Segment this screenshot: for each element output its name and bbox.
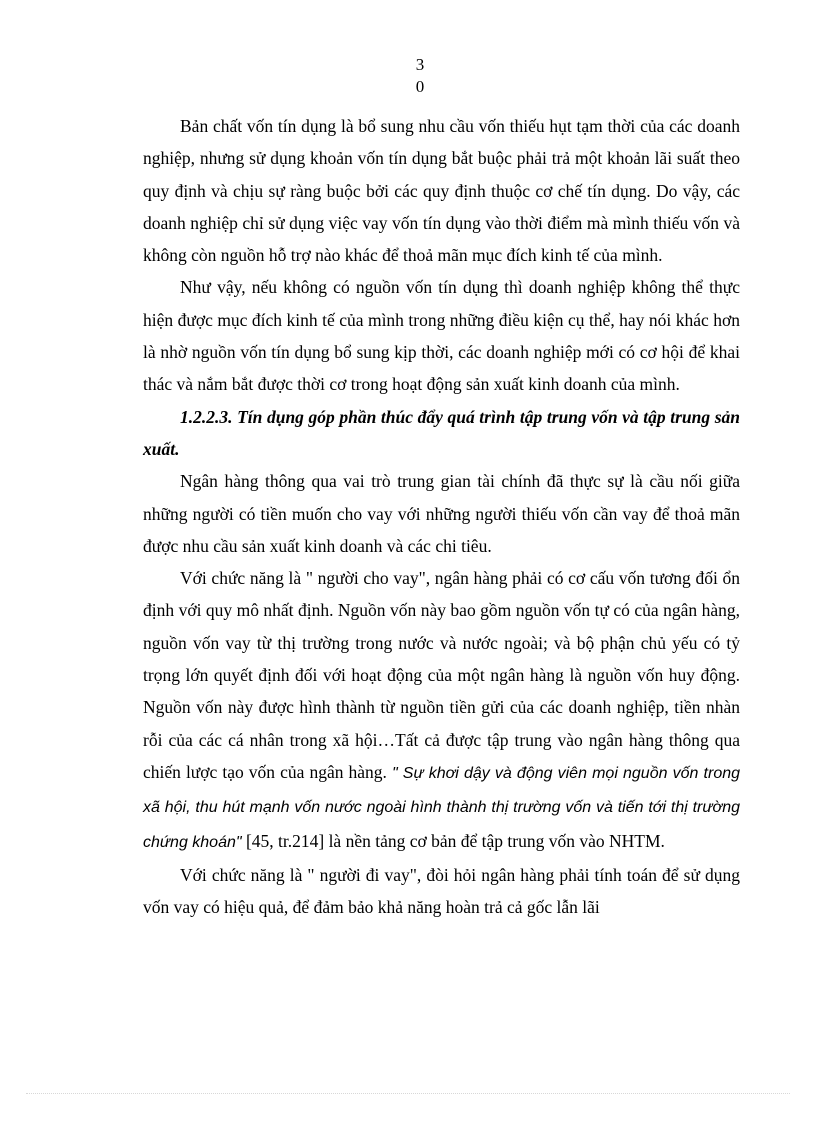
paragraph-credit-nature: Bản chất vốn tín dụng là bổ sung nhu cầu vốn thiếu hụt tạm thời của các doanh nghiệp, nhưng sử dụng khoản vốn tín dụng bắt buộc phải trả một khoản lãi suất theo quy định và chịu sự ràng buộc bởi các quy định thuộc cơ chế tín dụng. Do vậy, các doanh nghiệp chỉ sử dụng việc vay vốn tín dụng vào thời điểm mà mình thiếu vốn và không còn nguồn hỗ trợ nào khác để thoả mãn mục đích kinh tế của mình.: [143, 116, 740, 266]
footer-divider: [26, 1093, 790, 1094]
paragraph-bank-lender: [143, 562, 740, 859]
section-heading: 1.2.2.3. Tín dụng góp phần thúc đẩy quá trình tập trung vốn và tập trung sản xuất.: [143, 406, 740, 459]
page-number-line-1: 3: [415, 55, 425, 74]
paragraph-credit-need: Như vậy, nếu không có nguồn vốn tín dụng thì doanh nghiệp không thể thực hiện được mục đích kinh tế của mình trong những điều kiện cụ thể, hay nói khác hơn là nhờ nguồn vốn tín dụng bổ sung kịp thời, các doanh nghiệp mới có cơ hội để khai thác và nắm bắt được thời cơ trong hoạt động sản xuất kinh doanh của mình.: [143, 277, 740, 395]
paragraph-bank-lender-text: Với chức năng là " người cho vay", ngân hàng phải có cơ cấu vốn tương đối ổn định với quy mô nhất định. Nguồn vốn này bao gồm nguồn vốn tự có của ngân hàng, nguồn vốn vay từ thị trường trong nước và nước ngoài; và bộ phận chủ yếu có tỷ trọng lớn quyết định đối với hoạt động của một ngân hàng là nguồn vốn huy động. Nguồn vốn này được hình thành từ nguồn tiền gửi của các doanh nghiệp, tiền nhàn rỗi của các cá nhân trong xã hội…Tất cả được tập trung vào ngân hàng thông qua chiến lược tạo vốn của ngân hàng.: [143, 568, 740, 782]
paragraph-bank-intermediary: Ngân hàng thông qua vai trò trung gian tài chính đã thực sự là cầu nối giữa những người có tiền muốn cho vay với những người thiếu vốn cần vay để thoả mãn được nhu cầu sản xuất kinh doanh và các chi tiêu.: [143, 471, 740, 556]
document-body: [143, 110, 740, 923]
page-number: [0, 54, 816, 98]
paragraph-bank-borrower: Với chức năng là " người đi vay", đòi hỏi ngân hàng phải tính toán để sử dụng vốn vay có hiệu quả, để đảm bảo khả năng hoàn trả cả gốc lẫn lãi: [143, 864, 740, 918]
page-number-line-2: 0: [415, 77, 425, 96]
citation-text: [45, tr.214] là nền tảng cơ bản để tập trung vốn vào NHTM.: [245, 830, 665, 851]
quotation: " Sự khơi dậy và động viên mọi nguồn vốn trong xã hội, thu hút mạnh vốn nước ngoài hình thành thị trường vốn và tiến tới thị trường chứng khoán": [143, 764, 741, 851]
